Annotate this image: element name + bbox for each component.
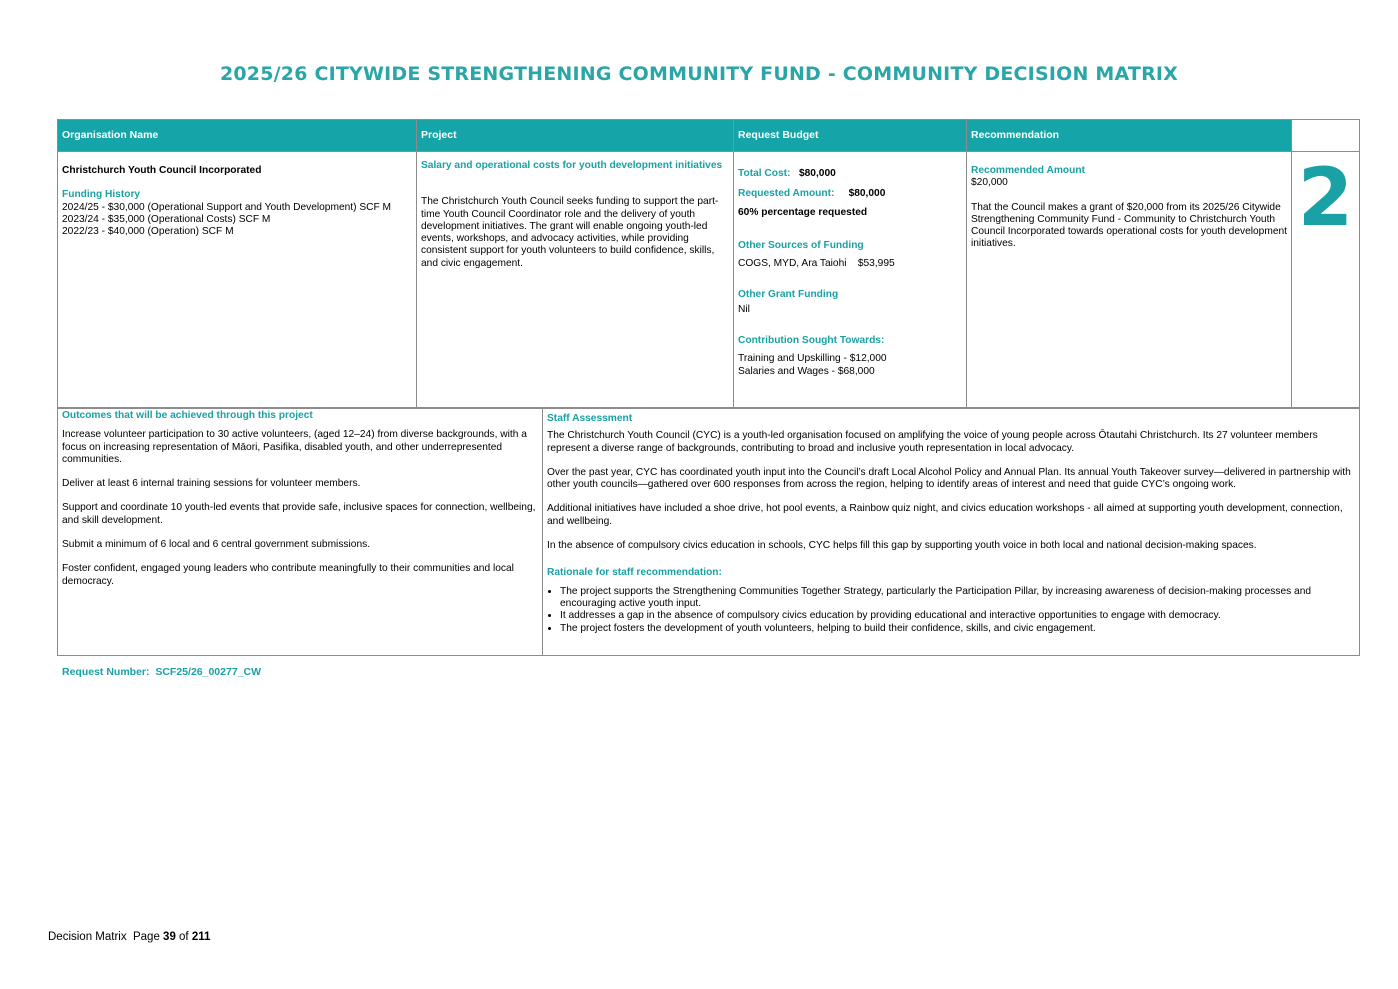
page-footer: [48, 931, 210, 943]
recommended-amount-label: Recommended Amount: [971, 165, 1085, 176]
header-project: Project: [417, 120, 734, 152]
project-title: Salary and operational costs for youth development initiatives: [421, 160, 723, 171]
recommended-amount: $20,000: [971, 177, 1008, 189]
other-sources-amount: $53,995: [857, 258, 895, 269]
priority-cell: [1292, 152, 1360, 409]
organisation-cell: [58, 152, 417, 409]
header-priority: [1292, 120, 1360, 152]
priority-number: 2: [1297, 151, 1354, 244]
assessment-paragraph: The Christchurch Youth Council (CYC) is a youth-led organisation focused on amplifying the voice of young people across Ōtautahi Christchurch. Its 27 volunteer members represent a diverse range of backgrounds, contributing to broad and inclusive youth representation in local advocacy.: [547, 430, 1318, 454]
contribution-item: Salaries and Wages - $68,000: [738, 365, 875, 377]
assessment-heading: Staff Assessment: [547, 413, 633, 424]
outcomes-cell: [58, 408, 543, 656]
footer-page: 39: [163, 931, 176, 943]
requested-value: $80,000: [848, 187, 886, 199]
funding-history-item: 2024/25 - $30,000 (Operational Support and Youth Development) SCF M: [62, 201, 392, 213]
data-row: [58, 152, 1360, 409]
funding-history-label: Funding History: [62, 189, 141, 201]
outcome-item: Submit a minimum of 6 local and 6 central government submissions.: [62, 539, 371, 551]
decision-matrix-table: [57, 119, 1360, 409]
assessment-paragraph: Additional initiatives have included a shoe drive, hot pool events, a Rainbow quiz night, and civics education workshops - all aimed at supporting youth development, connection, and wellbeing.: [547, 503, 1343, 527]
contribution-item: Training and Upskilling - $12,000: [738, 353, 887, 364]
footer-of: of: [175, 931, 192, 943]
assessment-cell: [543, 408, 1360, 656]
assessment-paragraph: Over the past year, CYC has coordinated youth input into the Council’s draft Local Alcohol Policy and Annual Plan. Its annual Youth Takeover survey—delivered in partnership with other youth councils—gathered over 600 responses from across the region, helping to identify areas of interest and need that guide CYC’s ongoing work.: [547, 466, 1351, 491]
percentage-requested: 60% percentage requested: [738, 207, 868, 218]
requested-line: [738, 188, 962, 201]
header-budget: Request Budget: [734, 120, 967, 152]
outcome-item: Foster confident, engaged young leaders who contribute meaningfully to their communities and local democracy.: [62, 563, 514, 587]
funding-history-item: 2023/24 - $35,000 (Operational Costs) SCF M: [62, 213, 271, 225]
request-number: Request Number: SCF25/26_00277_CW: [62, 666, 261, 678]
outcomes-heading: Outcomes that will be achieved through this project: [62, 410, 313, 421]
funding-history-item: 2022/23 - $40,000 (Operation) SCF M: [62, 226, 234, 238]
total-cost-label: Total Cost:: [738, 168, 791, 179]
total-cost-line: [738, 168, 962, 181]
header-organisation: Organisation Name: [58, 120, 417, 152]
outcome-item: Support and coordinate 10 youth-led events that provide safe, inclusive spaces for connection, wellbeing, and skill development.: [62, 502, 536, 526]
rationale-item: • It addresses a gap in the absence of compulsory civics education by providing educational and interactive opportunities to engage with democracy.: [560, 610, 1355, 622]
total-cost-value: $80,000: [798, 168, 836, 179]
page-title: 2025/26 CITYWIDE STRENGTHENING COMMUNITY FUND - COMMUNITY DECISION MATRIX: [219, 63, 1179, 85]
other-sources-name: COGS, MYD, Ara Taiohi: [738, 258, 847, 269]
recommendation-cell: [967, 152, 1292, 409]
footer-total: 211: [191, 931, 211, 943]
rationale-item: • The project fosters the development of youth volunteers, helping to build their confidence, skills, and civic engagement.: [560, 623, 1355, 635]
rationale-item: • The project supports the Strengthening Communities Together Strategy, particularly the Participation Pillar, by increasing awareness of decision-making processes and encouraging active youth input.: [560, 586, 1355, 611]
other-sources-line: [738, 258, 962, 271]
project-description: The Christchurch Youth Council seeks funding to support the part-time Youth Council Coordinator role and the delivery of youth development initiatives. The grant will enable ongoing youth-led events, workshops, and advocacy activities, while providing consistent support for youth volunteers to build confidence, skills, and civic engagement.: [421, 196, 719, 269]
outcome-item: Increase volunteer participation to 30 active volunteers, (aged 12–24) from diverse backgrounds, with a focus on increasing representation of Māori, Pasifika, disabled youth, and other underrepresented communities.: [62, 429, 527, 465]
rationale-list: [547, 586, 1355, 635]
other-grant-label: Other Grant Funding: [738, 288, 839, 300]
rationale-heading: Rationale for staff recommendation:: [547, 567, 722, 579]
outcome-item: Deliver at least 6 internal training sessions for volunteer members.: [62, 478, 361, 490]
footer-prefix: Decision Matrix Page: [48, 931, 164, 943]
assessment-paragraph: In the absence of compulsory civics education in schools, CYC helps fill this gap by supporting youth voice in both local and national decision-making spaces.: [547, 540, 1257, 552]
recommendation-text: That the Council makes a grant of $20,000 from its 2025/26 Citywide Strengthening Community Fund - Community to Christchurch Youth Council Incorporated towards operational costs for youth development initiatives.: [971, 201, 1287, 250]
organisation-name: Christchurch Youth Council Incorporated: [62, 165, 262, 176]
header-recommendation: Recommendation: [967, 120, 1292, 152]
other-grant-value: Nil: [738, 304, 750, 315]
assessment-table: [57, 407, 1360, 656]
budget-cell: [734, 152, 967, 409]
requested-label: Requested Amount:: [738, 187, 835, 199]
header-row: [58, 120, 1360, 152]
contribution-label: Contribution Sought Towards:: [738, 334, 885, 346]
project-cell: [417, 152, 734, 409]
other-sources-label: Other Sources of Funding: [738, 239, 864, 251]
